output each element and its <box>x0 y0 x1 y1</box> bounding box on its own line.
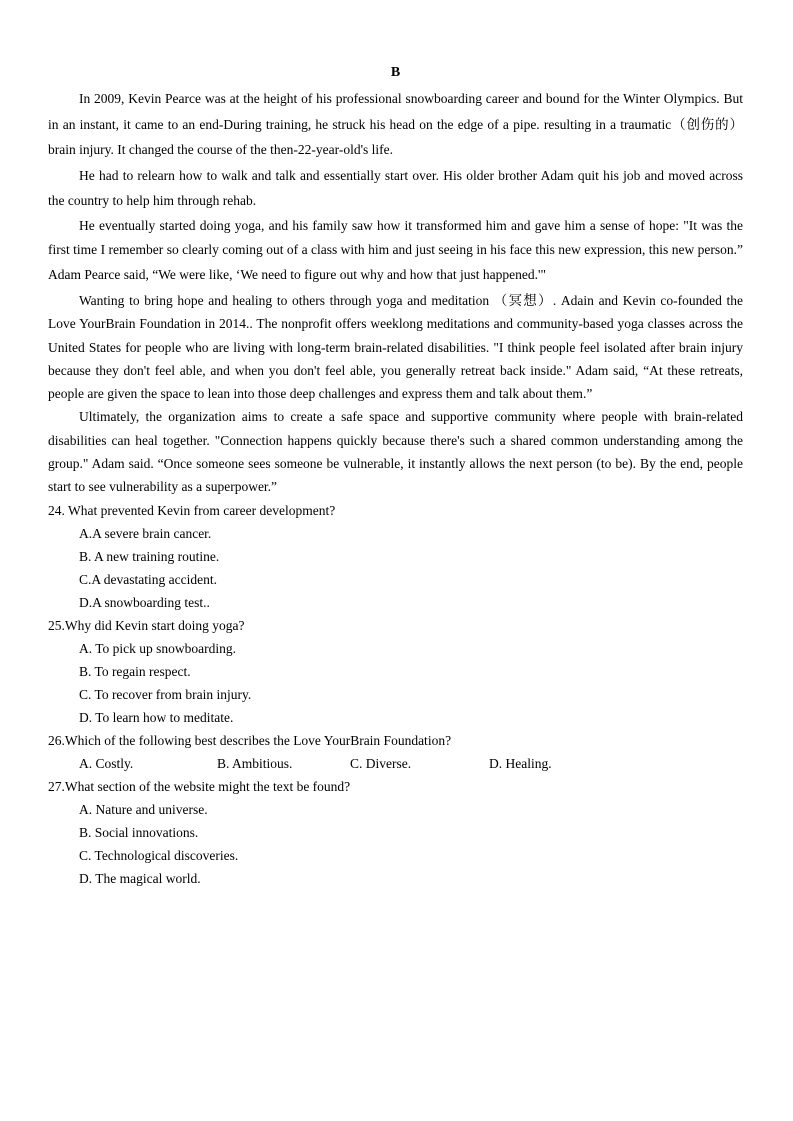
option-a: A.A severe brain cancer. <box>79 525 212 541</box>
passage-paragraph-1: In 2009, Kevin Pearce was at the height of his professional snowboarding career and bound for the Winter Olympics. But in an instant, it came to an end-During training, he struck his head on the edge of a pipe. resulting in a traumatic（创伤的）brain injury. It changed the course of the then-22-year-old's life. <box>48 91 743 157</box>
option-d: D. Healing. <box>489 755 552 771</box>
question-stem: 24. What prevented Kevin from career development? <box>48 502 336 518</box>
option-d: D. The magical world. <box>79 870 201 886</box>
question-stem: 26.Which of the following best describes the Love YourBrain Foundation? <box>48 732 452 748</box>
question-24 <box>48 499 743 614</box>
passage-paragraph-3: He eventually started doing yoga, and his family saw how it transformed him and gave him a sense of hope: "It was the first time I remember so clearly coming out of a class with him and just seeing in his face this new expression, this new person.” Adam Pearce said, “We were like, ‘We need to figure out why and how that just happened.'" <box>48 217 743 282</box>
question-stem: 27.What section of the website might the text be found? <box>48 778 351 794</box>
option-a: A. To pick up snowboarding. <box>79 640 237 656</box>
option-b: B. To regain respect. <box>79 663 191 679</box>
option-c: C. To recover from brain injury. <box>79 686 252 702</box>
question-list <box>48 499 743 890</box>
question-stem: 25.Why did Kevin start doing yoga? <box>48 617 245 633</box>
option-c: C. Technological discoveries. <box>79 847 239 863</box>
option-a: A. Nature and universe. <box>79 801 208 817</box>
question-26 <box>48 729 743 775</box>
question-25 <box>48 614 743 729</box>
option-b: B. Social innovations. <box>79 824 199 840</box>
options-row <box>48 752 743 775</box>
option-b: B. A new training routine. <box>79 548 220 564</box>
passage-paragraph-2: He had to relearn how to walk and talk and essentially start over. His older brother Adam quit his job and moved across the country to help him through rehab. <box>48 167 743 208</box>
option-d: D. To learn how to meditate. <box>79 709 234 725</box>
question-27 <box>48 775 743 890</box>
option-c: C. Diverse. <box>350 755 412 771</box>
reading-passage <box>48 86 743 499</box>
option-c: C.A devastating accident. <box>79 571 217 587</box>
passage-paragraph-4: Wanting to bring hope and healing to others through yoga and meditation （冥想）. Adain and Kevin co-founded the Love YourBrain Foundation in 2014.. The nonprofit offers weeklong meditations and community-based yoga classes across the United States for people who are living with long-term brain-related disabilities. "I think people feel isolated after brain injury because they don't feel able, and when you don't feel able, you generally retreat back inside." Adam said, “At these retreats, people are given the space to lean into those deep challenges and express them and talk about them.” <box>48 293 743 402</box>
option-b: B. Ambitious. <box>217 755 293 771</box>
section-heading: B <box>390 65 401 80</box>
passage-paragraph-5: Ultimately, the organization aims to create a safe space and supportive community where people with brain-related disabilities can heal together. "Connection happens quickly because there's such a shared common understanding among the group." Adam said. “Once someone sees someone be vulnerable, it instantly allows the next person (to be). By the end, people start to see vulnerability as a superpower.” <box>48 409 743 495</box>
option-a: A. Costly. <box>79 755 134 771</box>
option-d: D.A snowboarding test.. <box>79 594 210 610</box>
